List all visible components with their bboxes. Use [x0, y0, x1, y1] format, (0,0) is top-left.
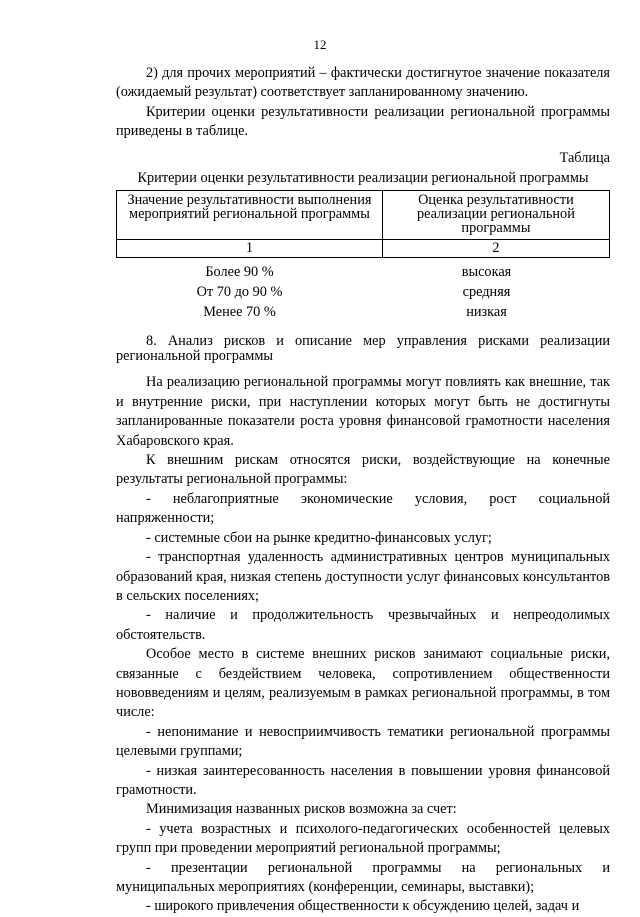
list-item: - непонимание и невосприимчивость тематики региональной программы целевыми группами; [116, 723, 610, 760]
table-cell: Более 90 % [205, 264, 274, 281]
list-item: - низкая заинтересованность населения в повышении уровня финансовой грамотности. [116, 762, 610, 798]
criteria-table [116, 190, 610, 258]
table-index-cell: 1 [117, 240, 383, 258]
list-item: - наличие и продолжительность чрезвычайных и непреодолимых обстоятельств. [116, 607, 610, 643]
table-cell: От 70 до 90 % [196, 284, 283, 301]
page-number: 12 [313, 37, 327, 52]
table-caption: Критерии оценки результативности реализации региональной программы [137, 170, 589, 187]
list-item: - неблагоприятные экономические условия, рост социальной напряженности; [116, 490, 610, 527]
table-row [116, 302, 610, 322]
table-cell: низкая [466, 304, 507, 321]
table-row [116, 262, 610, 282]
table-cell: средняя [462, 284, 511, 301]
document-body [116, 64, 610, 917]
paragraph: Минимизация названных рисков возможна за счет: [146, 801, 457, 818]
table-index-cell: 2 [382, 240, 609, 258]
table-label: Таблица [559, 149, 610, 166]
list-item: - широкого привлечения общественности к обсуждению целей, задач и [146, 898, 580, 915]
paragraph: На реализацию региональной программы могут повлиять как внешние, так и внутренние риски, при наступлении которых могут быть не достигнуты запланированные показатели роста уровня финансовой грамотности населения Хабаровского края. [116, 374, 610, 449]
list-item: - системные сбои на рынке кредитно-финансовых услуг; [146, 529, 492, 546]
table-header-cell: Оценка результативности реализации региональной программы [382, 191, 609, 240]
paragraph: К внешним рискам относятся риски, воздействующие на конечные результаты региональной программы: [116, 452, 610, 488]
intro-paragraph-1: 2) для прочих мероприятий – фактически достигнутое значение показателя (ожидаемый результат) соответствует запланированному значению. [116, 65, 610, 101]
list-item: - транспортная удаленность административных центров муниципальных образований края, низкая степень доступности услуг финансовых консультантов в сельских поселениях; [116, 549, 610, 604]
paragraph: Особое место в системе внешних рисков занимают социальные риски, связанные с бездействием человека, сопротивлением общественности нововведениям и целям, реализуемым в рамках региональной программы, в том числе: [116, 646, 610, 721]
table-header-row [117, 191, 610, 240]
table-header-cell: Значение результативности выполнения мероприятий региональной программы [117, 191, 383, 240]
table-cell: высокая [461, 264, 512, 281]
criteria-values [116, 262, 610, 322]
table-row [116, 282, 610, 302]
table-cell: Менее 70 % [203, 304, 276, 321]
list-item: - учета возрастных и психолого-педагогических особенностей целевых групп при проведении мероприятий региональной программы; [116, 820, 610, 857]
intro-paragraph-2: Критерии оценки результативности реализации региональной программы приведены в таблице. [116, 103, 610, 140]
list-item: - презентации региональной программы на региональных и муниципальных мероприятиях (конференции, семинары, выставки); [116, 859, 610, 895]
table-index-row [117, 240, 610, 258]
section-heading: 8. Анализ рисков и описание мер управления рисками реализации региональной программы [116, 333, 610, 365]
